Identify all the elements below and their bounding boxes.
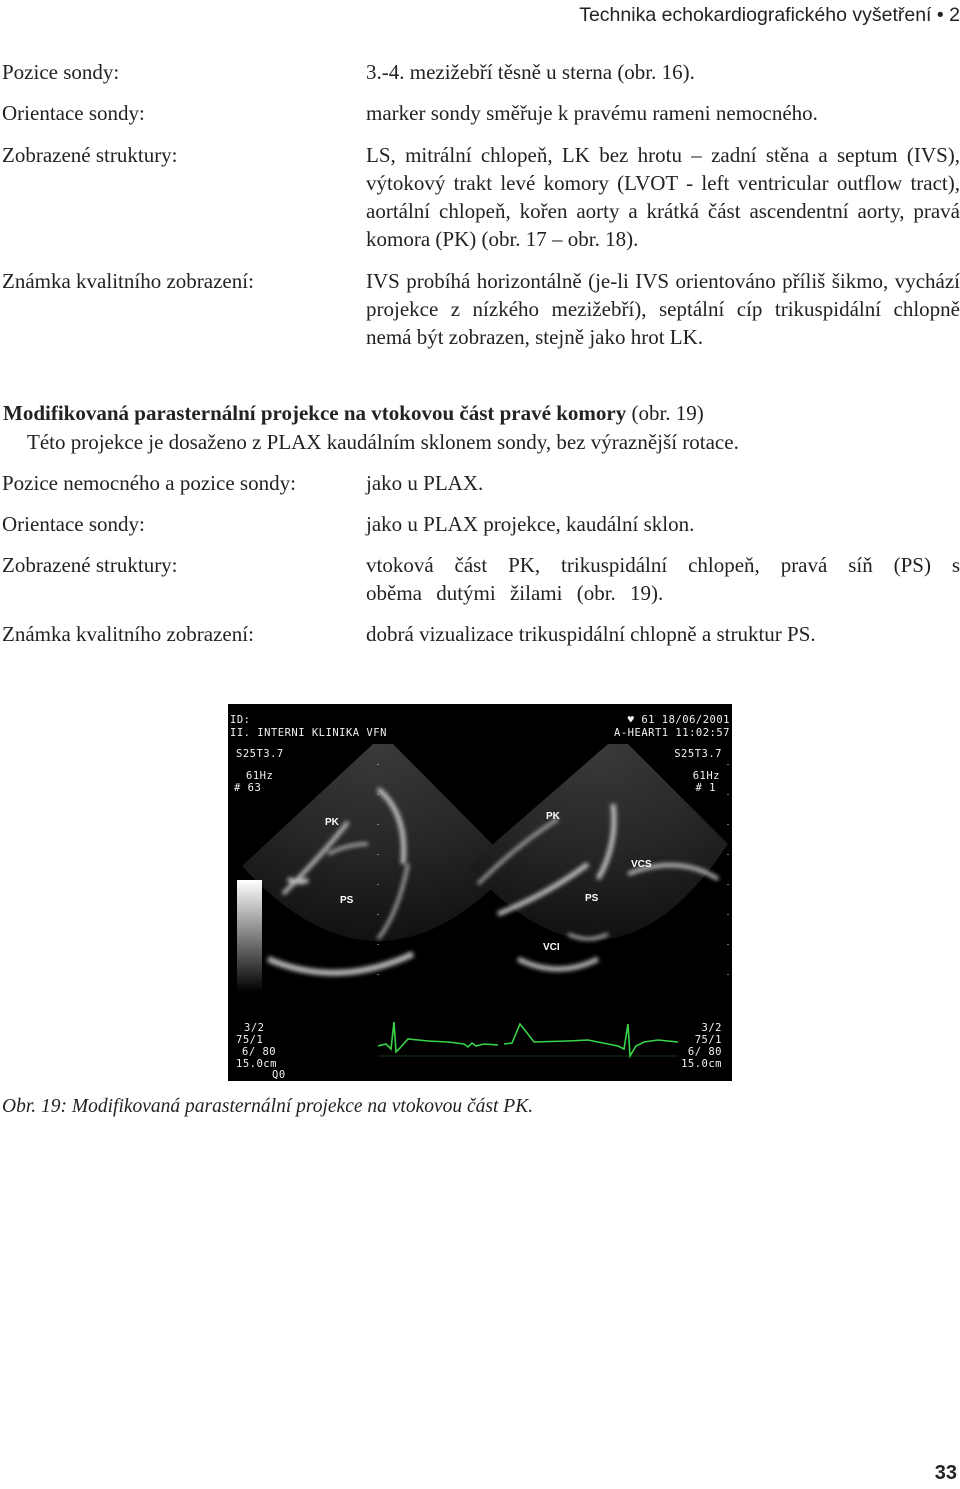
row-value: 3.-4. mezižebří těsně u sterna (obr. 16). [366, 60, 695, 84]
section-heading-ref: (obr. 19) [631, 401, 704, 425]
row-value: jako u PLAX projekce, kaudální sklon. [366, 512, 695, 536]
row-label: Pozice sondy: [2, 60, 120, 84]
right-frame-rate: 61Hz [692, 770, 720, 782]
right-param-1: 3/2 [701, 1022, 722, 1034]
row-label: Orientace sondy: [2, 512, 145, 536]
row-value: IVS probíhá horizontálně (je-li IVS orientováno příliš šikmo, vychází projekce z nízkého mezižebří), septální cíp trikuspidální chlopně nemá být zobrazen, stejně jako hrot LK. [366, 269, 960, 349]
left-frame-number: # 63 [234, 782, 262, 794]
figure-caption: Obr. 19: Modifikovaná parasternální projekce na vtokovou část PK. [2, 1096, 534, 1117]
right-probe: S25T3.7 [674, 748, 722, 760]
row-label: Zobrazené struktury: [2, 143, 178, 167]
right-param-3: 6/ 80 [687, 1046, 722, 1058]
page-number: 33 [934, 1462, 957, 1484]
label-vci: VCI [543, 942, 560, 953]
id-label: ID: [230, 714, 251, 726]
label-ps-right: PS [585, 893, 599, 904]
row-label: Pozice nemocného a pozice sondy: [2, 471, 296, 495]
plax-row-quality-sign [0, 267, 960, 351]
mod-row-position [0, 469, 960, 497]
left-depth: 15.0cm [236, 1058, 277, 1070]
section-heading-title: Modifikovaná parasternální projekce na vtokovou část pravé komory [3, 401, 627, 425]
grayscale-bar [237, 880, 262, 992]
row-label: Orientace sondy: [2, 101, 145, 125]
label-ps-left: PS [340, 895, 354, 906]
left-param-5: Q0 [272, 1069, 286, 1081]
mod-row-orientation [0, 510, 960, 538]
plax-row-structures [0, 141, 960, 253]
row-label: Zobrazené struktury: [2, 553, 178, 577]
label-pk-right: PK [546, 811, 560, 822]
section-heading [3, 399, 704, 427]
left-param-2: 75/1 [236, 1034, 264, 1046]
plax-row-probe-position [0, 58, 960, 86]
row-label: Známka kvalitního zobrazení: [2, 269, 254, 293]
row-value: LS, mitrální chlopeň, LK bez hrotu – zadní stěna a septum (IVS), výtokový trakt levé komory (LVOT - left ventricular outflow tract), aortální chlopeň, kořen aorty a krátká část ascendentní aorty, pravá komora (PK) (obr. 17 – obr. 18). [366, 143, 960, 251]
heart-rate-date: ♥ 61 18/06/2001 [627, 714, 730, 726]
row-value: jako u PLAX. [366, 471, 484, 495]
echo-image [228, 704, 732, 1081]
label-pk-left: PK [325, 817, 339, 828]
right-frame-number: # 1 [695, 782, 716, 794]
row-value: marker sondy směřuje k pravému rameni nemocného. [366, 101, 818, 125]
left-param-1: 3/2 [244, 1022, 265, 1034]
preset-time: A-HEART1 11:02:57 [614, 727, 730, 739]
row-label: Známka kvalitního zobrazení: [2, 622, 254, 646]
mod-row-quality-sign [0, 620, 960, 648]
label-vcs: VCS [631, 859, 652, 870]
left-param-3: 6/ 80 [242, 1046, 277, 1058]
mod-row-structures [0, 551, 960, 607]
row-value: dobrá vizualizace trikuspidální chlopně a struktur PS. [366, 622, 816, 646]
section-intro: Této projekce je dosaženo z PLAX kaudálním sklonem sondy, bez výraznější rotace. [27, 430, 739, 454]
right-param-2: 75/1 [694, 1034, 722, 1046]
right-depth: 15.0cm [681, 1058, 722, 1070]
echo-figure [228, 704, 732, 1081]
plax-row-probe-orientation [0, 99, 960, 127]
running-header: Technika echokardiografického vyšetření • 2 [579, 4, 960, 26]
row-value: vtoková část PK, trikuspidální chlopeň, pravá síň (PS) s oběma dutými žilami (obr. 19). [366, 553, 960, 605]
clinic-name: II. INTERNI KLINIKA VFN [230, 727, 387, 739]
left-frame-rate: 61Hz [246, 770, 274, 782]
left-probe: S25T3.7 [236, 748, 284, 760]
